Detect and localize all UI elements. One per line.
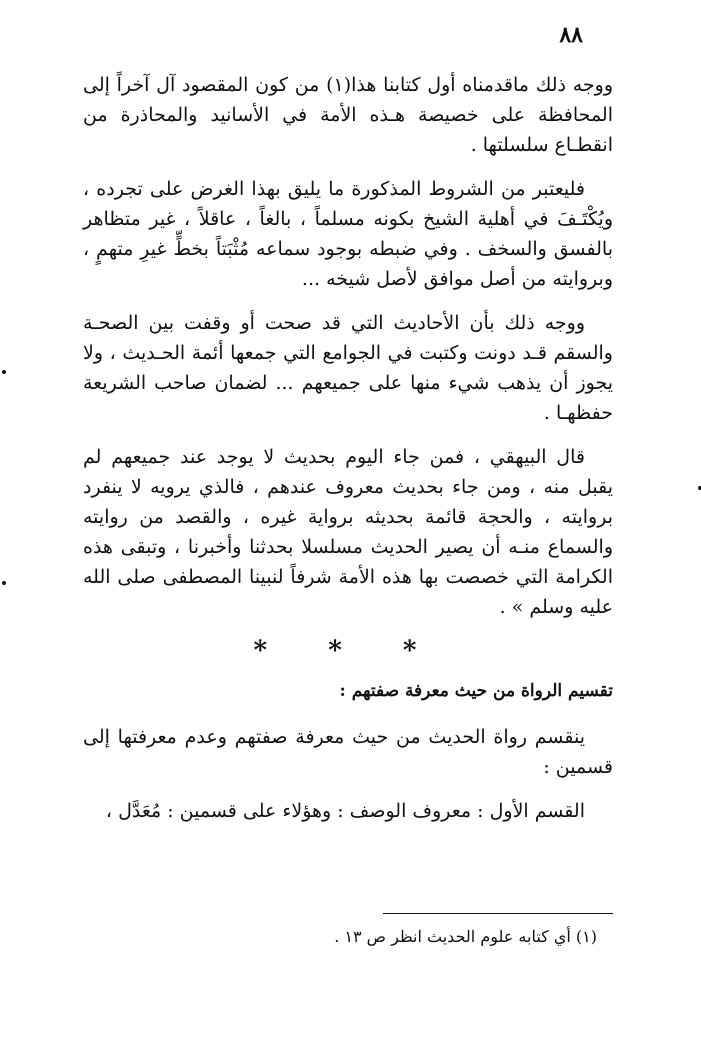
paragraph: قال البيهقي ، فمن جاء اليوم بحديث لا يوجد عند جميعهم لم يقبل منه ، ومن جاء بحديث معروف عندهم ، فالذي يرويه لا ينفرد بروايته ، والحجة قائمة بحديثه برواية غيره ، والقصد من روايته والسماع منـه أن يصير الحديث مسلسلا بحدثنا وأخبرنا ، وتبقى هذه الكرامة التي خصصت بها هذه الأمة شرفاً لنبينا المصطفى صلى الله عليه وسلم » . — [83, 446, 613, 618]
section-heading: تقسيم الرواة من حيث معرفة صفتهم : — [339, 681, 613, 701]
paragraph: ووجه ذلك ماقدمناه أول كتابنا هذا(١) من كون المقصود آل آخراً إلى المحافظة على خصيصة هـذه الأمة في الأسانيد والمحاذرة من انقطـاع سلسلتها . — [83, 74, 613, 156]
paragraph: ينقسم رواة الحديث من حيث معرفة صفتهم وعدم معرفتها إلى قسمين : — [83, 726, 613, 778]
margin-speck — [2, 581, 6, 585]
paragraph: ووجه ذلك بأن الأحاديث التي قد صحت أو وقفت بين الصحـة والسقم قـد دونت وكتبت في الجوامع التي جمعها أئمة الحـديث ، ولا يجوز أن يذهب شيء منها على جميعهم ... لضمان صاحب الشريعة حفظهـا . — [83, 312, 613, 424]
paragraph: القسم الأول : معروف الوصف : وهؤلاء على قسمين : مُعَدَّل ، — [105, 800, 585, 822]
section-separator: * * * — [253, 636, 443, 666]
main-text — [83, 70, 613, 840]
footnote-divider — [383, 913, 613, 914]
paragraph: فليعتبر من الشروط المذكورة ما يليق بهذا الغرض على تجرده ، ويُكْتَـفَ في أهلية الشيخ بكونه مسلماً ، بالغاً ، عاقلاً ، غير متظاهر بالفسق والسخف . وفي ضبطه بوجود سماعه مُثْبَتاً بخطٍّ غيرِ متهمٍ ، وبروايته من أصل موافق لأصل شيخه ... — [83, 178, 613, 290]
footnote: (١) أي كتابه علوم الحديث انظر ص ١٣ . — [334, 927, 597, 946]
page-number: ٨٨ — [559, 22, 583, 48]
margin-speck — [2, 370, 6, 374]
